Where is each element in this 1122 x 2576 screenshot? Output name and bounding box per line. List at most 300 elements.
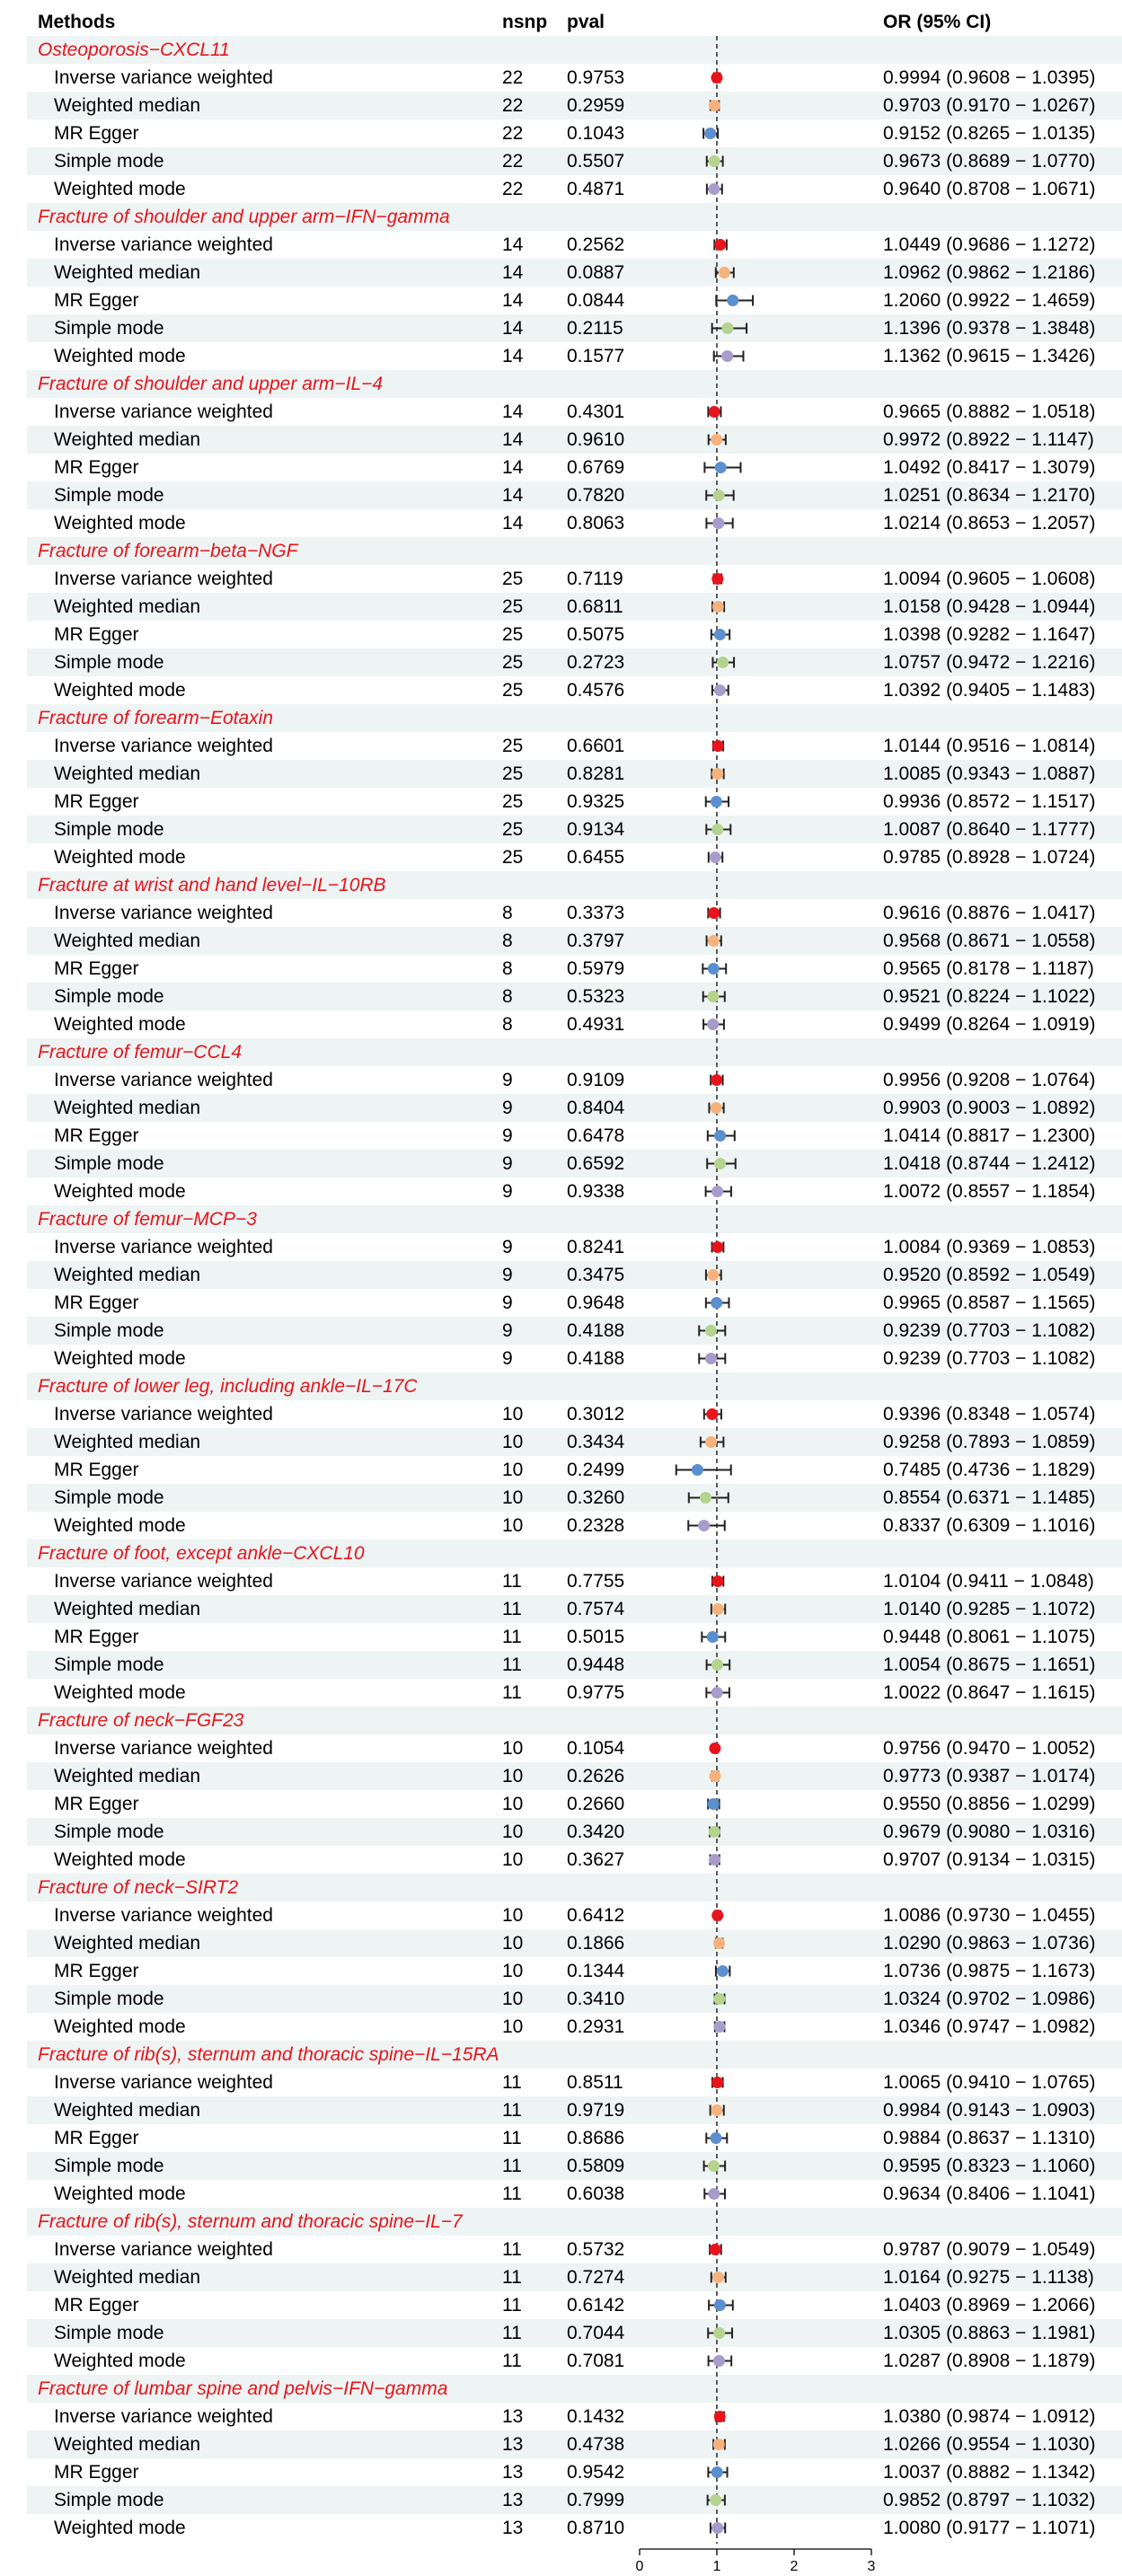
or-ci-value: 0.9673 (0.8689 − 1.0770): [883, 151, 1096, 172]
method-label: Simple mode: [54, 1654, 164, 1675]
estimate-point: [712, 1603, 724, 1615]
estimate-point: [711, 1910, 723, 1921]
estimate-point: [708, 935, 720, 947]
pval-value: 0.6038: [567, 2183, 625, 2204]
estimate-point: [700, 1492, 711, 1504]
estimate-point: [707, 1269, 719, 1281]
pval-value: 0.9134: [567, 819, 625, 840]
or-ci-value: 0.9521 (0.8224 − 1.1022): [883, 986, 1096, 1007]
nsnp-value: 9: [502, 1348, 513, 1369]
or-ci-value: 1.0054 (0.8675 − 1.1651): [883, 1654, 1096, 1675]
or-ci-value: 0.9679 (0.9080 − 1.0316): [883, 1822, 1096, 1842]
estimate-point: [708, 907, 720, 919]
estimate-point: [714, 239, 726, 251]
estimate-point: [707, 1019, 719, 1030]
method-label: Weighted median: [54, 262, 201, 283]
pval-value: 0.5015: [567, 1627, 625, 1647]
method-label: Weighted median: [54, 1265, 201, 1285]
pval-value: 0.6601: [567, 736, 625, 756]
or-ci-value: 0.9550 (0.8856 − 1.0299): [883, 1794, 1096, 1814]
method-label: Weighted median: [54, 1766, 201, 1786]
pval-value: 0.3475: [567, 1265, 625, 1285]
estimate-point: [711, 1687, 723, 1698]
estimate-point: [714, 1158, 726, 1169]
or-ci-value: 1.0324 (0.9702 − 1.0986): [883, 1989, 1096, 2009]
nsnp-value: 14: [502, 429, 524, 450]
nsnp-value: 10: [502, 1849, 524, 1870]
method-label: Simple mode: [54, 151, 164, 172]
estimate-point: [709, 155, 720, 167]
method-label: Simple mode: [54, 2323, 164, 2343]
method-label: Simple mode: [54, 652, 164, 673]
method-label: Weighted median: [54, 2100, 201, 2121]
or-ci-value: 1.0158 (0.9428 − 1.0944): [883, 596, 1096, 617]
or-ci-value: 1.0085 (0.9343 − 1.0887): [883, 763, 1096, 784]
estimate-point: [711, 573, 723, 585]
estimate-point: [709, 1854, 720, 1866]
pval-value: 0.9753: [567, 67, 625, 88]
estimate-point: [714, 629, 726, 640]
pval-value: 0.1432: [567, 2406, 625, 2427]
pval-value: 0.3260: [567, 1487, 625, 1508]
estimate-point: [705, 1325, 717, 1337]
method-label: Weighted mode: [54, 1348, 186, 1369]
pval-value: 0.2626: [567, 1766, 625, 1786]
pval-value: 0.8063: [567, 513, 625, 534]
nsnp-value: 11: [502, 2351, 522, 2371]
group-title: Fracture of rib(s), sternum and thoracic spine−IL−15RA: [38, 2044, 499, 2065]
estimate-point: [711, 768, 723, 780]
method-label: MR Egger: [54, 624, 139, 645]
method-label: Weighted mode: [54, 1682, 186, 1703]
pval-value: 0.5732: [567, 2239, 625, 2260]
pval-value: 0.5075: [567, 624, 625, 645]
method-label: MR Egger: [54, 1125, 139, 1146]
estimate-point: [719, 267, 730, 278]
method-label: Weighted median: [54, 2267, 201, 2288]
nsnp-value: 8: [502, 903, 513, 923]
estimate-point: [714, 684, 726, 696]
method-label: MR Egger: [54, 457, 139, 478]
nsnp-value: 22: [502, 67, 524, 88]
or-ci-value: 0.9773 (0.9387 − 1.0174): [883, 1766, 1096, 1786]
method-label: Inverse variance weighted: [54, 2072, 273, 2093]
nsnp-value: 22: [502, 95, 524, 116]
estimate-point: [710, 1770, 721, 1782]
estimate-point: [707, 991, 719, 1002]
method-label: Simple mode: [54, 485, 164, 506]
method-label: Simple mode: [54, 1320, 164, 1341]
or-ci-value: 0.9595 (0.8323 − 1.1060): [883, 2156, 1096, 2176]
group-title: Fracture of femur−CCL4: [38, 1042, 243, 1063]
estimate-point: [712, 740, 724, 752]
or-ci-value: 0.8337 (0.6309 − 1.1016): [883, 1515, 1096, 1536]
nsnp-value: 22: [502, 123, 524, 144]
or-ci-value: 0.9239 (0.7703 − 1.1082): [883, 1320, 1096, 1341]
or-ci-value: 1.0251 (0.8634 − 1.2170): [883, 485, 1096, 506]
or-ci-value: 1.0962 (0.9862 − 1.2186): [883, 262, 1096, 283]
estimate-point: [711, 796, 722, 807]
or-ci-value: 1.0380 (0.9874 − 1.0912): [883, 2406, 1096, 2427]
nsnp-value: 8: [502, 931, 513, 951]
method-label: Weighted median: [54, 1432, 201, 1452]
or-ci-value: 1.0065 (0.9410 − 1.0765): [883, 2072, 1096, 2093]
or-ci-value: 0.9396 (0.8348 − 1.0574): [883, 1404, 1096, 1425]
estimate-point: [698, 1520, 710, 1531]
pval-value: 0.7755: [567, 1571, 625, 1592]
or-ci-value: 1.0164 (0.9275 − 1.1138): [883, 2267, 1094, 2288]
estimate-point: [721, 350, 733, 362]
pval-value: 0.7999: [567, 2490, 625, 2510]
estimate-point: [717, 657, 729, 668]
or-ci-value: 1.0080 (0.9177 − 1.1071): [883, 2518, 1096, 2538]
or-ci-value: 1.0022 (0.8647 − 1.1615): [883, 1682, 1096, 1703]
estimate-point: [692, 1464, 703, 1476]
method-label: Simple mode: [54, 1822, 164, 1842]
pval-value: 0.7044: [567, 2323, 625, 2343]
group-title: Fracture of lumbar spine and pelvis−IFN−gamma: [38, 2378, 448, 2399]
pval-value: 0.3797: [567, 931, 625, 951]
method-label: MR Egger: [54, 958, 139, 979]
estimate-point: [711, 2132, 722, 2144]
nsnp-value: 14: [502, 346, 524, 366]
pval-value: 0.8281: [567, 763, 625, 784]
or-ci-value: 1.0757 (0.9472 − 1.2216): [883, 652, 1096, 673]
method-label: Weighted mode: [54, 513, 186, 534]
method-label: MR Egger: [54, 1794, 139, 1814]
group-title: Fracture of shoulder and upper arm−IL−4: [38, 374, 384, 394]
or-ci-value: 0.7485 (0.4736 − 1.1829): [883, 1460, 1096, 1480]
method-label: Weighted mode: [54, 179, 186, 199]
pval-value: 0.4188: [567, 1320, 625, 1341]
nsnp-value: 11: [502, 1682, 522, 1703]
estimate-point: [711, 1297, 722, 1309]
group-title: Fracture of neck−FGF23: [38, 1710, 244, 1731]
nsnp-value: 25: [502, 596, 524, 617]
pval-value: 0.2931: [567, 2016, 625, 2037]
pval-value: 0.6811: [567, 596, 623, 617]
nsnp-value: 10: [502, 1460, 524, 1480]
method-label: Inverse variance weighted: [54, 2239, 273, 2260]
nsnp-value: 11: [502, 2323, 522, 2343]
or-ci-value: 0.9965 (0.8587 − 1.1565): [883, 1292, 1096, 1313]
estimate-point: [713, 1993, 725, 2005]
pval-value: 0.9542: [567, 2462, 625, 2483]
estimate-point: [705, 1436, 717, 1448]
nsnp-value: 11: [502, 2100, 522, 2121]
or-ci-value: 0.9640 (0.8708 − 1.0671): [883, 179, 1096, 199]
nsnp-value: 10: [502, 1961, 524, 1981]
x-tick-label: 2: [790, 2559, 799, 2574]
method-label: Weighted median: [54, 763, 201, 784]
or-ci-value: 0.9703 (0.9170 − 1.0267): [883, 95, 1096, 116]
estimate-point: [714, 1130, 726, 1142]
method-label: Inverse variance weighted: [54, 736, 273, 756]
pval-value: 0.4188: [567, 1348, 625, 1369]
pval-value: 0.8404: [567, 1098, 625, 1118]
nsnp-value: 10: [502, 1989, 524, 2009]
method-label: Inverse variance weighted: [54, 903, 273, 923]
or-ci-value: 0.9616 (0.8876 − 1.0417): [883, 903, 1096, 923]
nsnp-value: 10: [502, 1905, 524, 1926]
nsnp-value: 14: [502, 318, 524, 339]
estimate-point: [712, 517, 724, 529]
pval-value: 0.9448: [567, 1654, 625, 1675]
method-label: Inverse variance weighted: [54, 569, 273, 589]
or-ci-value: 0.9665 (0.8882 − 1.0518): [883, 401, 1096, 422]
nsnp-value: 9: [502, 1292, 513, 1313]
group-title: Fracture of shoulder and upper arm−IFN−gamma: [38, 207, 450, 227]
or-ci-value: 1.1396 (0.9378 − 1.3848): [883, 318, 1096, 339]
nsnp-value: 10: [502, 1794, 524, 1814]
pval-value: 0.1577: [567, 346, 625, 366]
or-ci-value: 0.9903 (0.9003 − 1.0892): [883, 1098, 1096, 1118]
or-ci-value: 0.9707 (0.9134 − 1.0315): [883, 1849, 1096, 1870]
estimate-point: [709, 100, 720, 111]
method-label: Inverse variance weighted: [54, 1070, 273, 1090]
or-ci-value: 1.1362 (0.9615 − 1.3426): [883, 346, 1096, 366]
nsnp-value: 9: [502, 1320, 513, 1341]
or-ci-value: 0.9520 (0.8592 − 1.0549): [883, 1265, 1096, 1285]
method-label: Simple mode: [54, 986, 164, 1007]
nsnp-value: 25: [502, 819, 524, 840]
method-label: Weighted mode: [54, 2016, 186, 2037]
or-ci-value: 1.0086 (0.9730 − 1.0455): [883, 1905, 1096, 1926]
or-ci-value: 0.9972 (0.8922 − 1.1147): [883, 429, 1094, 450]
estimate-point: [711, 1575, 723, 1587]
pval-value: 0.8511: [567, 2072, 623, 2093]
method-label: Inverse variance weighted: [54, 234, 273, 255]
estimate-point: [704, 128, 716, 139]
or-ci-value: 1.0449 (0.9686 − 1.1272): [883, 234, 1096, 255]
estimate-point: [722, 322, 734, 334]
nsnp-value: 9: [502, 1153, 513, 1174]
nsnp-value: 9: [502, 1265, 513, 1285]
nsnp-value: 10: [502, 2016, 524, 2037]
or-ci-value: 0.9956 (0.9208 − 1.0764): [883, 1070, 1096, 1090]
or-ci-value: 0.9884 (0.8637 − 1.1310): [883, 2128, 1096, 2148]
pval-value: 0.7274: [567, 2267, 625, 2288]
pval-value: 0.6455: [567, 847, 625, 868]
or-ci-value: 1.0094 (0.9605 − 1.0608): [883, 569, 1096, 589]
method-label: Inverse variance weighted: [54, 1571, 273, 1592]
estimate-point: [711, 2077, 723, 2088]
estimate-point: [715, 462, 727, 473]
nsnp-value: 10: [502, 1515, 524, 1536]
x-tick-label: 1: [712, 2559, 721, 2574]
or-ci-value: 1.0346 (0.9747 − 1.0982): [883, 2016, 1096, 2037]
method-label: Weighted mode: [54, 1181, 186, 1202]
pval-value: 0.4931: [567, 1014, 625, 1035]
method-label: Inverse variance weighted: [54, 1905, 273, 1926]
or-ci-value: 1.0290 (0.9863 − 1.0736): [883, 1933, 1096, 1954]
or-ci-value: 1.0214 (0.8653 − 1.2057): [883, 513, 1096, 534]
nsnp-value: 10: [502, 1404, 524, 1425]
nsnp-value: 25: [502, 652, 524, 673]
nsnp-value: 8: [502, 986, 513, 1007]
method-label: Weighted mode: [54, 2183, 186, 2204]
or-ci-value: 1.0398 (0.9282 − 1.1647): [883, 624, 1096, 645]
or-ci-value: 0.9994 (0.9608 − 1.0395): [883, 67, 1096, 88]
method-label: Weighted median: [54, 2434, 201, 2455]
pval-value: 0.6478: [567, 1125, 625, 1146]
nsnp-value: 14: [502, 485, 524, 506]
nsnp-value: 25: [502, 624, 524, 645]
or-ci-value: 0.9756 (0.9470 − 1.0052): [883, 1738, 1096, 1759]
pval-value: 0.9325: [567, 791, 625, 812]
group-title: Fracture of foot, except ankle−CXCL10: [38, 1543, 365, 1564]
nsnp-value: 11: [502, 1654, 522, 1675]
pval-value: 0.8710: [567, 2518, 625, 2538]
or-ci-value: 1.0305 (0.8863 − 1.1981): [883, 2323, 1096, 2343]
nsnp-value: 25: [502, 569, 524, 589]
pval-value: 0.5507: [567, 151, 625, 172]
group-title: Fracture of forearm−beta−NGF: [38, 541, 298, 561]
or-ci-value: 0.9785 (0.8928 − 1.0724): [883, 847, 1096, 868]
nsnp-value: 9: [502, 1237, 513, 1257]
or-ci-value: 0.9852 (0.8797 − 1.1032): [883, 2490, 1096, 2510]
nsnp-value: 14: [502, 290, 524, 311]
x-tick-label: 3: [867, 2559, 876, 2574]
nsnp-value: 8: [502, 958, 513, 979]
estimate-point: [727, 295, 738, 306]
method-label: MR Egger: [54, 290, 139, 311]
estimate-point: [709, 1742, 720, 1754]
pval-value: 0.2328: [567, 1515, 625, 1536]
nsnp-value: 10: [502, 1738, 524, 1759]
nsnp-value: 9: [502, 1070, 513, 1090]
pval-value: 0.3373: [567, 903, 625, 923]
nsnp-value: 11: [502, 2156, 522, 2176]
pval-value: 0.2959: [567, 95, 625, 116]
pval-value: 0.8241: [567, 1237, 625, 1257]
pval-value: 0.1866: [567, 1933, 625, 1954]
estimate-point: [711, 434, 722, 446]
nsnp-value: 13: [502, 2434, 524, 2455]
pval-value: 0.7119: [567, 569, 623, 589]
or-ci-value: 0.9984 (0.9143 − 1.0903): [883, 2100, 1096, 2121]
method-label: Weighted median: [54, 931, 201, 951]
estimate-point: [709, 1826, 720, 1838]
nsnp-value: 11: [502, 1627, 522, 1647]
pval-value: 0.9338: [567, 1181, 625, 1202]
estimate-point: [711, 72, 722, 84]
method-label: Weighted mode: [54, 847, 186, 868]
nsnp-value: 14: [502, 513, 524, 534]
or-ci-value: 0.9936 (0.8572 − 1.1517): [883, 791, 1096, 812]
estimate-point: [712, 601, 724, 613]
nsnp-value: 11: [502, 2072, 522, 2093]
pval-value: 0.0844: [567, 290, 625, 311]
nsnp-value: 22: [502, 151, 524, 172]
nsnp-value: 25: [502, 847, 524, 868]
nsnp-value: 10: [502, 1766, 524, 1786]
method-label: Inverse variance weighted: [54, 1237, 273, 1257]
pval-value: 0.9610: [567, 429, 625, 450]
pval-value: 0.2723: [567, 652, 625, 673]
method-label: MR Egger: [54, 1292, 139, 1313]
method-label: Inverse variance weighted: [54, 1404, 273, 1425]
or-ci-value: 0.9568 (0.8671 − 1.0558): [883, 931, 1096, 951]
or-ci-value: 0.9258 (0.7893 − 1.0859): [883, 1432, 1096, 1452]
nsnp-value: 22: [502, 179, 524, 199]
method-label: MR Egger: [54, 2128, 139, 2148]
pval-value: 0.3012: [567, 1404, 625, 1425]
method-label: Weighted mode: [54, 680, 186, 701]
nsnp-value: 13: [502, 2518, 524, 2538]
estimate-point: [713, 2355, 725, 2367]
method-label: Weighted median: [54, 95, 201, 116]
group-title: Fracture at wrist and hand level−IL−10RB: [38, 875, 386, 895]
or-ci-value: 0.9239 (0.7703 − 1.1082): [883, 1348, 1096, 1369]
pval-value: 0.9648: [567, 1292, 625, 1313]
or-ci-value: 1.0414 (0.8817 − 1.2300): [883, 1125, 1096, 1146]
nsnp-value: 11: [502, 2128, 522, 2148]
pval-value: 0.9775: [567, 1682, 625, 1703]
or-ci-value: 1.0403 (0.8969 − 1.2066): [883, 2295, 1096, 2316]
pval-value: 0.1043: [567, 123, 625, 144]
method-label: MR Egger: [54, 2462, 139, 2483]
nsnp-value: 25: [502, 763, 524, 784]
nsnp-value: 11: [502, 2295, 522, 2316]
pval-value: 0.1344: [567, 1961, 625, 1981]
header-nsnp: nsnp: [502, 12, 548, 32]
group-title: Fracture of neck−SIRT2: [38, 1877, 239, 1898]
method-label: Simple mode: [54, 1487, 164, 1508]
estimate-point: [707, 1631, 719, 1643]
nsnp-value: 25: [502, 680, 524, 701]
pval-value: 0.6142: [567, 2295, 625, 2316]
or-ci-value: 0.9787 (0.9079 − 1.0549): [883, 2239, 1096, 2260]
pval-value: 0.4301: [567, 401, 625, 422]
x-axis: [636, 2549, 876, 2574]
pval-value: 0.7081: [567, 2351, 625, 2371]
nsnp-value: 11: [502, 1599, 522, 1619]
nsnp-value: 9: [502, 1098, 513, 1118]
method-label: MR Egger: [54, 123, 139, 144]
pval-value: 0.9109: [567, 1070, 625, 1090]
method-label: Inverse variance weighted: [54, 2406, 273, 2427]
method-label: MR Egger: [54, 1627, 139, 1647]
estimate-point: [708, 963, 720, 975]
pval-value: 0.4738: [567, 2434, 625, 2455]
or-ci-value: 0.9634 (0.8406 − 1.1041): [883, 2183, 1096, 2204]
nsnp-value: 10: [502, 1432, 524, 1452]
method-label: Simple mode: [54, 2156, 164, 2176]
pval-value: 0.8686: [567, 2128, 625, 2148]
nsnp-value: 13: [502, 2462, 524, 2483]
estimate-point: [711, 1102, 722, 1114]
nsnp-value: 25: [502, 736, 524, 756]
pval-value: 0.9719: [567, 2100, 625, 2121]
estimate-point: [711, 1074, 722, 1086]
method-label: Simple mode: [54, 819, 164, 840]
pval-value: 0.0887: [567, 262, 625, 283]
method-label: MR Egger: [54, 1460, 139, 1480]
nsnp-value: 14: [502, 234, 524, 255]
method-label: Inverse variance weighted: [54, 67, 273, 88]
estimate-point: [711, 2466, 723, 2478]
or-ci-value: 1.0418 (0.8744 − 1.2412): [883, 1153, 1096, 1174]
or-ci-value: 1.0492 (0.8417 − 1.3079): [883, 457, 1096, 478]
estimate-point: [711, 2104, 722, 2116]
estimate-point: [711, 824, 723, 835]
nsnp-value: 10: [502, 1822, 524, 1842]
pval-value: 0.6592: [567, 1153, 625, 1174]
method-label: Inverse variance weighted: [54, 401, 273, 422]
nsnp-value: 11: [502, 1571, 522, 1592]
pval-value: 0.3420: [567, 1822, 625, 1842]
